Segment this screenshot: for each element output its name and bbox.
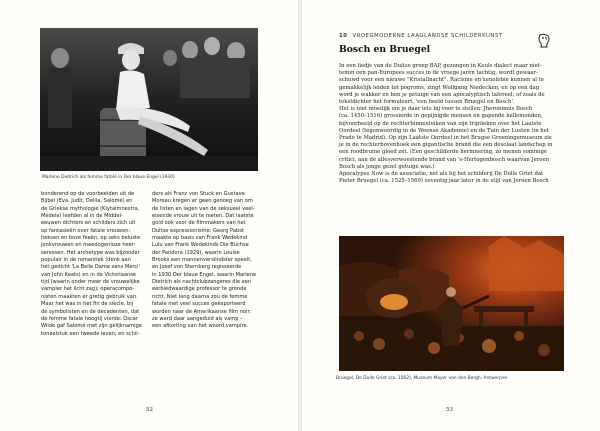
- text-line: worden naar de Amerikaanse film noir;: [152, 308, 252, 315]
- text-line: vampier het licht zag); operacompo-: [41, 286, 135, 293]
- text-line: fatale met veel succes geëxporteerd: [152, 301, 246, 308]
- text-line: richt. Niet lang daarna zou de femme: [152, 293, 248, 300]
- text-line: Brooks een mannenverslindster speelt,: [152, 257, 252, 264]
- text-line: (ca. 1450–1516) grossierde in gepijnigde mensen en gapende hellemonden,: [339, 113, 543, 120]
- left-page: [0, 0, 298, 431]
- text-line: Pieter Bruegel (ca. 1525–1569) zeventig jaar later in de stijl van Jeroen Bosch: [339, 178, 549, 185]
- text-line: Prado te Madrid). Op zijn Laatste Oordeel in het Brugse Groeningemuseum zie: [339, 135, 552, 142]
- body-column-2: [152, 191, 258, 331]
- text-line: Moreau kregen er geen genoeg van om: [152, 198, 253, 205]
- text-line: eeuwen dichters en schilders zich uit: [41, 220, 136, 227]
- painting-caption: Bruegel, De Dulle Griet (ca. 1562), Museum Mayer van den Bergh, Antwerpen: [336, 376, 508, 381]
- text-line: Oordeel (tegenwoordig in de Weense Akademie) en de Tuin der Lusten (in het: [339, 127, 549, 134]
- text-line: heksen en boze feeën, op seks beluste: [41, 235, 141, 242]
- chapter-number: 10: [339, 33, 348, 39]
- section-title: Bosch en Bruegel: [339, 44, 431, 55]
- text-line: seressen. Het archetype was bijzonder: [41, 249, 140, 256]
- text-line: temin een pan-Europees succes in de vroege jaren tachtig, wordt gewaar-: [339, 70, 538, 77]
- text-line: Het is niet moeilijk om je daar iets bij voor te stellen: Jheronimus Bosch: [339, 106, 533, 113]
- text-line: populair in de romantiek (denk aan: [41, 257, 131, 264]
- text-line: bonderend op de voorbeelden uit de: [41, 191, 135, 197]
- text-line: de femme fatale hoogtij vierde: Oscar: [41, 315, 138, 322]
- text-line: in 1930 Der blaue Engel, waarin Marlene: [152, 271, 257, 278]
- text-line: gold ook voor de filmmakers van het: [152, 220, 246, 227]
- text-line: Wilde gaf Salomé met zijn gelijknamige: [41, 323, 142, 330]
- text-line: bijvoorbeeld op de rechterbinnenluiken van zijn triptieken over het Laatste: [339, 120, 542, 127]
- marlene-dietrich-photo: [40, 28, 258, 171]
- text-line: tijd (waarin onder meer de vrouwelijke: [41, 279, 140, 286]
- running-head: [339, 33, 503, 39]
- text-line: word je wakker en ben je getuige van een apocalyptisch tafereel; of zoals de: [339, 91, 545, 98]
- text-line: een roodbruine gloed zet. (Een geschilderde herinnering, zo menen sommige: [339, 149, 548, 156]
- text-line: toneelstuk een tweede leven, en schil-: [41, 330, 140, 337]
- text-line: tekstdichter het formuleert, 'een beeld tussen Bruegel en Bosch'.: [339, 99, 515, 106]
- text-line: het gedicht 'La Belle Dame sans Merci': [41, 264, 140, 271]
- text-line: ze werd daar aangeduid als vamp –: [152, 315, 243, 322]
- text-line: Duitse expressionisme: Georg Pabst: [152, 227, 244, 234]
- chapter-emblem-icon: [537, 33, 551, 48]
- text-line: eerbiedwaardige professor te gronde: [152, 286, 247, 293]
- text-line: op fantasieën over fatale vrouwen:: [41, 227, 131, 234]
- body-column-1: [41, 191, 145, 338]
- text-line: de symbolisten en de decadenten, dat: [41, 308, 140, 315]
- page-number: 52: [146, 407, 153, 413]
- text-line: In een liedje van de Duitse groep BAP, gezongen in Keuls dialect maar niet-: [339, 63, 542, 69]
- text-line: nisten maakten er gretig gebruik van.: [41, 293, 138, 300]
- text-line: der Pandora (1929), waarin Louise: [152, 249, 240, 256]
- dulle-griet-painting: [339, 236, 564, 371]
- text-line: de listen en lagen van de seksueel veel-: [152, 205, 255, 212]
- text-line: maakte op basis van Frank Wedekind: [152, 235, 248, 242]
- text-line: Maar het was in het fin de siècle, bij: [41, 301, 134, 308]
- text-line: Medeia) leefden al in de Middel-: [41, 213, 123, 220]
- text-line: Bosch als jonge gezel getuige was.): [339, 163, 435, 170]
- photo-caption: Marlene Dietrich als femme fatale in Der blaue Engel (1930): [42, 175, 175, 180]
- text-line: Apocalypse Now is de associatie, net als bij het schilderij De Dolle Griet dat: [339, 171, 544, 178]
- text-line: Dietrich als nachtclubzangeres die een: [152, 279, 252, 286]
- text-line: critici, aan de allesverwoestende brand van 's-Hertogenbosch waarvan Jeroen: [339, 156, 550, 163]
- text-line: gemakkelijk leiden tot pogroms, zingt Wolfgang Niedecken, en op een dag: [339, 84, 540, 91]
- text-line: Bijbel (Eva, Judit, Delila, Salomé) en: [41, 198, 133, 205]
- body-text: [339, 63, 562, 185]
- text-line: de Griekse mythologie (Klytaimnestra,: [41, 205, 140, 212]
- text-line: Lulu van Frank Wedekinds Die Büchse: [152, 242, 249, 249]
- text-line: eisende vrouw uit te meten. Dat laatste: [152, 213, 254, 220]
- page-number: 53: [446, 407, 453, 413]
- text-line: en Josef von Sternberg regisseerde: [152, 264, 242, 271]
- text-line: jonkvrouwen en meedogenloze heer-: [41, 242, 136, 249]
- text-line: een afkorting van het woord vampire.: [152, 323, 249, 330]
- text-line: je in de rechterbovenhoek een gigantische brand die een desolaat landschap in: [339, 142, 553, 149]
- text-line: van John Keats) en in de Victoriaanse: [41, 271, 136, 278]
- text-line: ders als Franz von Stuck en Gustave: [152, 191, 245, 197]
- chapter-title: VROEGMODERNE LAAGLANDSE SCHILDERKUNST: [352, 33, 503, 39]
- text-line: schuwd voor een nieuwe "Kristallnacht". Racisme en xenofobie kunnen al te: [339, 77, 544, 84]
